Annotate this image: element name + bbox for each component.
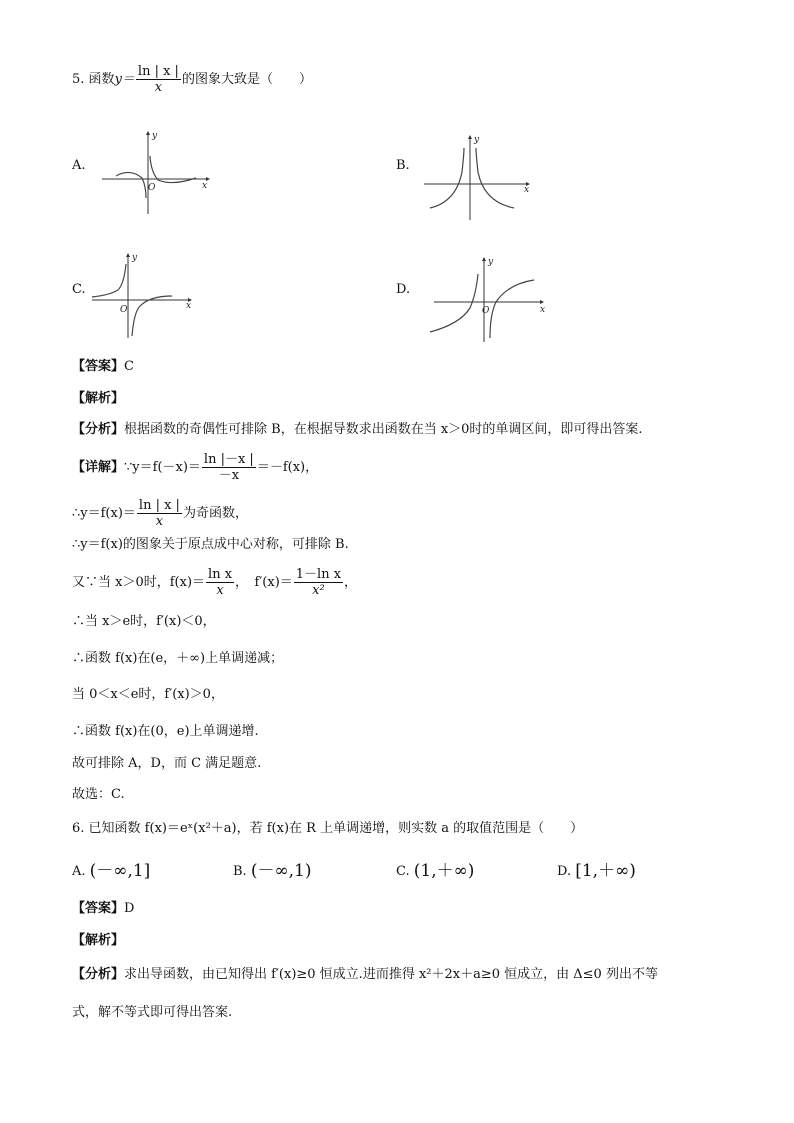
q6-option-a-label: A. (72, 864, 86, 879)
q5-fenxi-tag: 【分析】 (72, 422, 125, 437)
q5-answer (72, 358, 134, 376)
q6-option-b-value: (－∞,1) (250, 861, 312, 881)
q5-graph-c (88, 250, 198, 340)
q5-l4-post: ， (344, 575, 358, 590)
q5-detail-line-6: ∴函数 f(x)在(e，＋∞)上单调递减； (72, 651, 284, 666)
q6-answer-value: D (124, 901, 135, 916)
q5-l4-frac2 (294, 567, 343, 598)
q5-b-axis-y: y (474, 135, 480, 145)
q5-y-eq: y＝ (114, 72, 135, 87)
q6-option-c-value: (1,＋∞) (413, 861, 475, 881)
q5-stem-post: 的图象大致是（ ） (181, 72, 312, 87)
q5-c-axis-y: y (132, 253, 138, 263)
q5-option-d-label: D. (396, 282, 411, 297)
q5-c-axis-x: x (186, 301, 192, 311)
q5-frac-num: ln | x | (137, 64, 179, 79)
q6-stem (72, 820, 583, 838)
q5-d-axis-x: x (540, 305, 546, 315)
q5-l1-num: ln |－x | (203, 452, 254, 467)
q5-detail-line-10: 故选：C. (72, 787, 125, 802)
q5-a-axis-y: y (152, 131, 158, 141)
q5-detail-line-1 (72, 452, 318, 483)
q6-option-a-value: (－∞,1] (89, 861, 151, 881)
q5-detail-line-9: 故可排除 A，D，而 C 满足题意. (72, 756, 262, 771)
q5-number: 5. (72, 72, 85, 87)
q5-graph-b (420, 132, 540, 222)
q5-detail-line-8: ∴函数 f(x)在(0，e)上单调递增. (72, 724, 259, 739)
q6-stem-text: 已知函数 f(x)＝eˣ(x²＋a)，若 f(x)在 R 上单调递增，则实数 a 的取值范围是（ ） (88, 821, 584, 836)
q5-fenxi-text: 根据函数的奇偶性可排除 B，在根据导数求出函数在当 x＞0时的单调区间，即可得出答案. (124, 422, 643, 437)
q5-detail-line-7: 当 0＜x＜e时，f′(x)＞0， (72, 687, 224, 702)
q5-detail-line-5: ∴当 x＞e时，f′(x)＜0， (72, 614, 216, 629)
q5-option-a-label: A. (72, 158, 86, 173)
q5-graph-d (424, 254, 554, 344)
q6-fenxi-tag: 【分析】 (72, 967, 125, 982)
q5-l4-mid: ， f′(x)＝ (235, 575, 293, 590)
q5-a-axis-x: x (202, 181, 208, 191)
q5-answer-tag: 【答案】 (72, 359, 125, 374)
q6-option-b (233, 862, 311, 881)
q5-d-axis-y: y (488, 257, 494, 267)
q5-l2-num: ln | x | (138, 498, 180, 513)
q5-frac-den: x (154, 80, 163, 95)
q5-option-c-label: C. (72, 282, 86, 297)
q6-option-c-label: C. (396, 864, 410, 879)
q5-l2-pre: ∴y＝f(x)＝ (72, 506, 136, 521)
q5-option-b-label: B. (396, 158, 410, 173)
q5-xiangjie-tag: 【详解】 (72, 460, 125, 475)
q5-a-origin: O (148, 183, 156, 193)
q5-l2-den: x (155, 514, 164, 529)
q5-l1-post: ＝－f(x)， (256, 460, 319, 475)
q5-analysis-tag: 【解析】 (72, 391, 125, 406)
q6-number: 6. (72, 821, 85, 836)
q5-l4-den2: x² (312, 583, 325, 598)
q5-l1-pre: ∵y＝f(－x)＝ (124, 460, 201, 475)
q6-option-b-label: B. (233, 864, 247, 879)
q5-d-origin: O (482, 306, 490, 316)
q6-answer (72, 900, 134, 918)
q6-fenxi-line-2: 式，解不等式即可得出答案. (72, 1005, 233, 1020)
q5-answer-value: C (124, 359, 134, 374)
q5-l2-frac (137, 498, 182, 529)
q6-option-d-value: [1,＋∞) (575, 861, 636, 881)
q6-analysis-tag: 【解析】 (72, 933, 125, 948)
q5-stem-pre: 函数 (88, 72, 115, 87)
q5-stem (72, 64, 312, 95)
q6-option-d-label: D. (557, 864, 572, 879)
q5-l1-frac (202, 452, 256, 483)
q6-answer-tag: 【答案】 (72, 901, 125, 916)
q5-l4-pre: 又∵当 x＞0时，f(x)＝ (72, 575, 206, 590)
q6-option-c (396, 862, 474, 881)
q5-detail-line-2 (72, 498, 248, 529)
q5-l4-num2: 1－ln x (295, 567, 342, 582)
q5-b-axis-x: x (524, 185, 530, 195)
q5-c-origin: O (120, 305, 128, 315)
q6-option-a (72, 862, 150, 881)
q5-fraction (136, 64, 181, 95)
q5-l2-post: 为奇函数， (182, 506, 248, 521)
q5-detail-line-3: ∴y＝f(x)的图象关于原点成中心对称，可排除 B. (72, 537, 349, 552)
q5-l4-frac1 (206, 567, 234, 598)
q5-fenxi (72, 421, 643, 439)
q5-detail-line-4 (72, 567, 357, 598)
q5-l4-num: ln x (208, 567, 233, 582)
q5-l4-den: x (216, 583, 224, 598)
q5-l1-den: －x (218, 468, 240, 483)
q5-graph-a (96, 128, 216, 218)
q6-fenxi-line-1 (72, 966, 658, 984)
q6-fenxi-text-1: 求出导函数，由已知得出 f′(x)≥0 恒成立.进而推得 x²＋2x＋a≥0 恒成立，由 Δ≤0 列出不等 (124, 967, 658, 982)
q6-option-d (557, 862, 636, 881)
